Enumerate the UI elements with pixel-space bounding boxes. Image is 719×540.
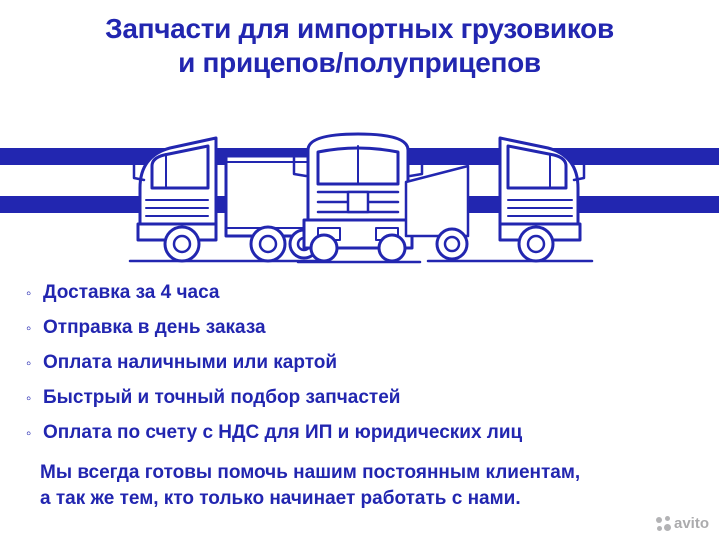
list-item-label: Оплата по счету с НДС для ИП и юридических лиц (43, 422, 523, 443)
bullet-icon: ◦ (26, 355, 32, 372)
three-trucks-illustration (108, 96, 608, 272)
feature-list (26, 282, 696, 457)
avito-watermark (656, 515, 709, 532)
footer-message-line-2: а так же тем, кто только начинает работать с нами. (40, 488, 521, 509)
bullet-icon: ◦ (26, 390, 32, 407)
footer-message-line-1: Мы всегда готовы помочь нашим постоянным клиентам, (40, 462, 581, 483)
avito-watermark-label: avito (673, 515, 709, 532)
bullet-icon: ◦ (26, 285, 32, 302)
page-title (0, 12, 719, 80)
list-item (26, 317, 696, 340)
list-item (26, 352, 696, 375)
page-title-line-2: и прицепов/полуприцепов (178, 47, 541, 78)
bullet-icon: ◦ (26, 320, 32, 337)
list-item (26, 422, 696, 445)
list-item (26, 282, 696, 305)
list-item-label: Быстрый и точный подбор запчастей (43, 387, 401, 408)
list-item-label: Оплата наличными или картой (43, 352, 338, 373)
list-item (26, 387, 696, 410)
list-item-label: Отправка в день заказа (43, 317, 266, 338)
footer-message (40, 460, 680, 512)
list-item-label: Доставка за 4 часа (43, 282, 220, 303)
page-title-line-1: Запчасти для импортных грузовиков (105, 13, 614, 44)
avito-logo-icon (656, 516, 672, 532)
bullet-icon: ◦ (26, 425, 32, 442)
